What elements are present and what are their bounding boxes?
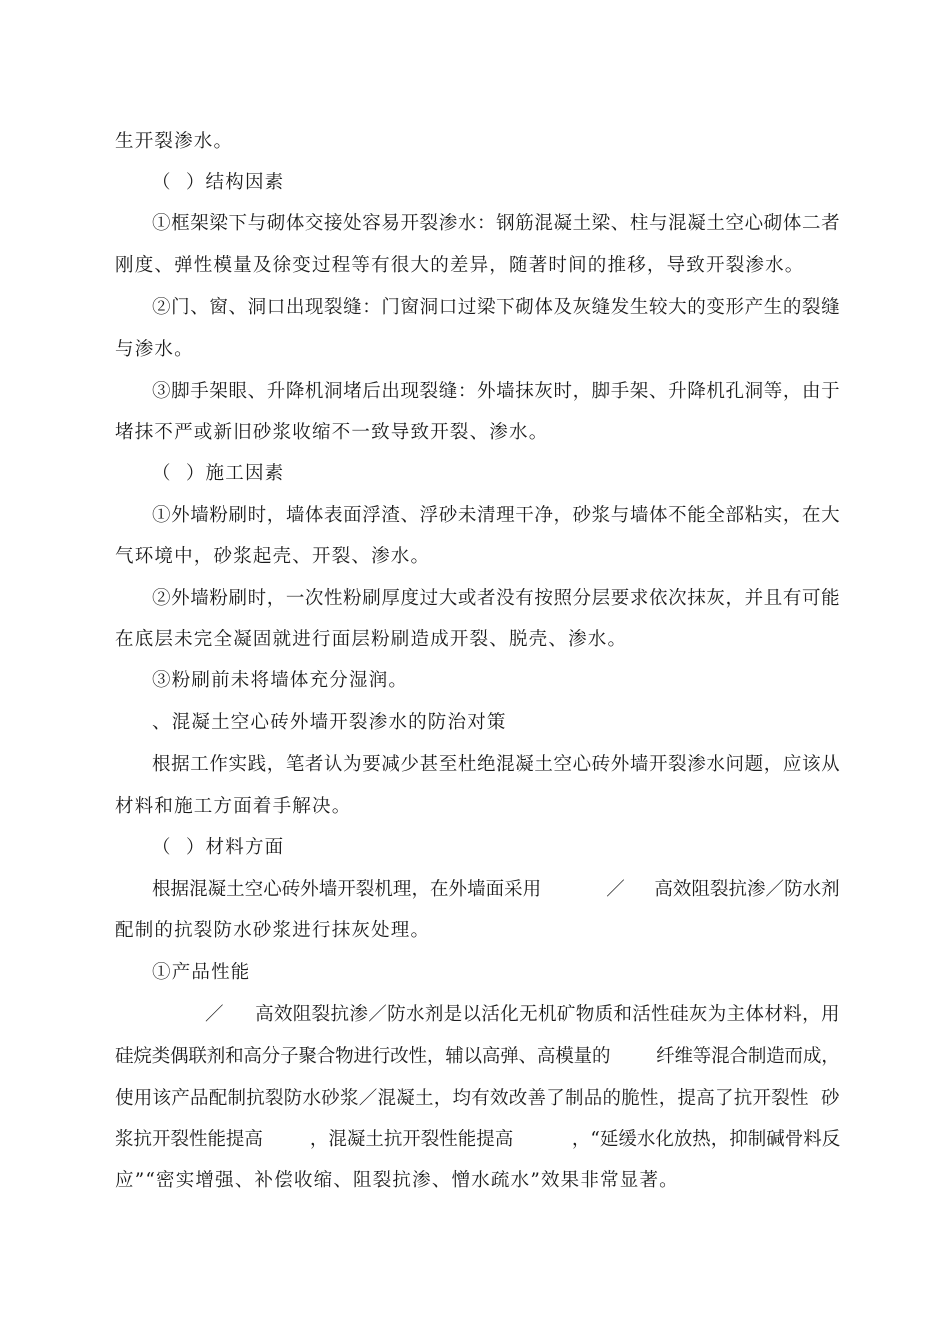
paragraph-line: 生开裂渗水。	[115, 131, 234, 152]
section-heading: ①产品性能	[152, 962, 251, 983]
paragraph-line: 配制的抗裂防水砂浆进行抹灰处理。	[115, 920, 431, 941]
paragraph-line: ①外墙粉刷时，墙体表面浮渣、浮砂未清理干净，砂浆与墙体不能全部粘实，在大	[152, 505, 841, 526]
paragraph-line: 材料和施工方面着手解决。	[115, 796, 352, 817]
section-heading: 、混凝土空心砖外墙开裂渗水的防治对策	[152, 712, 507, 733]
paragraph-line: 使用该产品配制抗裂防水砂浆／混凝土，均有效改善了制品的脆性，提高了抗开裂性 砂	[115, 1088, 840, 1109]
paragraph-line: 刚度、弹性模量及徐变过程等有很大的差异，随著时间的推移，导致开裂渗水。	[115, 255, 805, 276]
paragraph-line: ①框架梁下与砌体交接处容易开裂渗水：钢筋混凝土梁、柱与混凝土空心砌体二者	[152, 213, 841, 234]
paragraph-line: 浆抗开裂性能提高 ，混凝土抗开裂性能提高 ，“延缓水化放热，抑制碱骨料反	[115, 1129, 841, 1150]
section-heading: （ ）材料方面	[152, 837, 285, 858]
paragraph-line: 堵抹不严或新旧砂浆收缩不一致导致开裂、渗水。	[115, 422, 549, 443]
paragraph-line: 根据工作实践，笔者认为要减少甚至杜绝混凝土空心砖外墙开裂渗水问题，应该从	[152, 754, 841, 775]
section-heading: （ ）施工因素	[152, 463, 285, 484]
paragraph-line: ②门、窗、洞口出现裂缝：门窗洞口过梁下砌体及灰缝发生较大的变形产生的裂缝	[152, 297, 841, 318]
paragraph-line: ②外墙粉刷时，一次性粉刷厚度过大或者没有按照分层要求依次抹灰，并且有可能	[152, 588, 841, 609]
paragraph-line: ③粉刷前未将墙体充分湿润。	[152, 670, 409, 691]
paragraph-line: ③脚手架眼、升降机洞堵后出现裂缝：外墙抹灰时，脚手架、升降机孔洞等，由于	[152, 381, 841, 402]
section-heading: （ ）结构因素	[152, 172, 285, 193]
paragraph-line: 与渗水。	[115, 339, 194, 360]
paragraph-line: 应”“密实增强、补偿收缩、阻裂抗渗、憎水疏水”效果非常显著。	[115, 1170, 679, 1191]
paragraph-line: 硅烷类偶联剂和高分子聚合物进行改性，辅以高弹、高模量的 纤维等混合制造而成，	[115, 1046, 840, 1067]
paragraph-line: 根据混凝土空心砖外墙开裂机理，在外墙面采用 ／ 高效阻裂抗渗／防水剂	[152, 879, 840, 900]
paragraph-line: 气环境中，砂浆起壳、开裂、渗水。	[115, 546, 431, 567]
paragraph-line: ／ 高效阻裂抗渗／防水剂是以活化无机矿物质和活性硅灰为主体材料，用	[205, 1004, 840, 1025]
paragraph-line: 在底层未完全凝固就进行面层粉刷造成开裂、脱壳、渗水。	[115, 629, 628, 650]
